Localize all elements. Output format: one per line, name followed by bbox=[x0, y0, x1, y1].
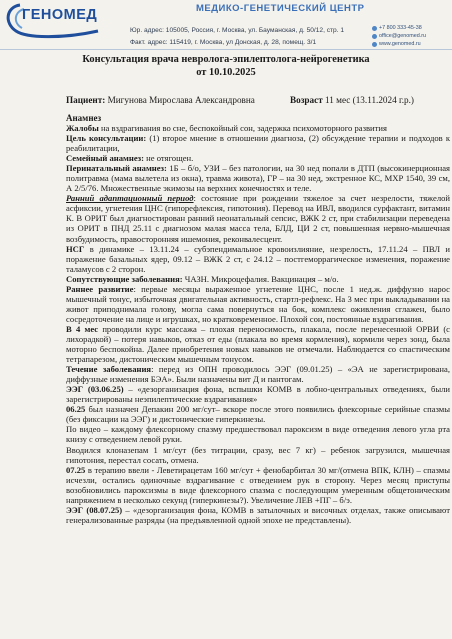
patient-label: Пациент: bbox=[66, 95, 106, 105]
anamnesis-title: Анамнез bbox=[66, 113, 102, 123]
patient-line bbox=[66, 95, 452, 105]
family-label: Семейный анамнез: bbox=[66, 153, 144, 164]
early-text: : состояние при рождении тяжелое за счет незрелости, тяжелой асфиксии, угнетения ЦНС (гипорефлексия, гипотония). Перевод на ИВЛ, вводился сурфактант, витамин К. В ОРИТ был диагностирован ранний неонатальный сепсис, ВЖК 2 ст, при стабилизации переведена из ОРИТ в ПНД 25.11 с диагнозом малая масса тела, БЛД, ЦИ 2 ст, повышенная нервно-мышечная возбудимость, правосторонняя ишемония, реконвалесцент. bbox=[66, 193, 451, 244]
course-label: Течение заболевания bbox=[66, 364, 152, 375]
age-value: 11 мес (13.11.2024 г.р.) bbox=[325, 95, 414, 105]
development-paragraph bbox=[66, 284, 450, 324]
family-text: не отягощен. bbox=[146, 153, 194, 164]
goal-text: (1) второе мнение в отношении диагноза, (2) обсуждение терапии и подходов к реабилитации, bbox=[66, 133, 450, 154]
email-contact bbox=[372, 32, 452, 40]
actual-address: Факт. адрес: 115419, г. Москва, ул Донская, д. 28, помещ. 3/1 bbox=[130, 39, 317, 46]
document-title bbox=[0, 54, 452, 79]
early-paragraph bbox=[66, 193, 450, 243]
clonazepam-paragraph: Вводился клоназепам 1 мг/сут (без титрации, сразу, вес 7 кг) – ребенок загрузился, мышечная гипотония, перестал сосать, отмена. bbox=[66, 444, 450, 465]
video-paragraph: По видео – каждому флексорному спазму предшествовал пароксизм в виде отведения левого угла рта книзу с отведением левой руки. bbox=[66, 424, 450, 445]
site-text: www.genomed.ru bbox=[379, 41, 421, 47]
phone-contact bbox=[372, 24, 452, 32]
eeg-0603-text: – «дезорганизация фона, вспышки КОМВ в лобно-центральных отведениях, были зарегистрированы неэпилептические вздрагивания» bbox=[66, 384, 451, 405]
goal-paragraph bbox=[66, 133, 450, 153]
perinatal-text: 1Б – б/о, УЗИ – без патологии, на 30 нед попали в ДТП (высокинерционная политравма (мама вылетела из окна), травма живота), ГР – на 30 нед, экстренное КС, МХР 1540, 39 см, А 2/5/76. Множественные экимозы на верхних конечностях и теле. bbox=[66, 163, 450, 194]
site-contact bbox=[372, 40, 452, 48]
eeg-0603-paragraph bbox=[66, 384, 450, 404]
nsg-text: в динамике – 13.11.24 – субэпендимальное кровоизлияние, незрелость, 17.11.24 – ПВЛ и поражение базальных ядер, 09.12 – ВЖК 2 ст, с 24.12 – постгеморрагическое изменения, поражение таламусов с 2 сторон. bbox=[66, 243, 451, 274]
eeg-0807-text: – «дезорганизация фона, КОМВ в затылочных и височных отделах, также описывают генерализованные разряды (на предъявленной одной эпохе не представлены). bbox=[66, 504, 450, 525]
title-line-1: Консультация врача невролога-эпилептолога-нейрогенетика bbox=[82, 54, 370, 65]
development-text: : первые месяцы выраженное угнетение ЦНС, после 1 нед.ж. диффузно нарос мышечный тонус, избыточная двигательная активность, стартл-рефлекс. На 3 мес при выкладывании на живот приподнимала голову, могла сама повернуться на бок, комплекс оживления сглажен, было сосредоточение на лице и игрушках, но кратковременное. Плохой сон, постоянные вздрагивания. bbox=[66, 283, 450, 324]
genomed-logo bbox=[2, 1, 114, 41]
center-title: МЕДИКО-ГЕНЕТИЧЕСКИЙ ЦЕНТР bbox=[196, 3, 365, 14]
comorbid-text: ЧАЗН. Микроцефалия. Вакцинация – м/о. bbox=[184, 273, 339, 284]
email-text: office@genomed.ru bbox=[379, 33, 427, 39]
perinatal-label: Перинатальный анамнез: bbox=[66, 163, 167, 174]
june-text: был назначен Депакин 200 мг/сут– вскоре после этого появились флексорные серийные спазмы (без фиксации на ЭЭГ) и дистонические гиперкинезы. bbox=[66, 404, 450, 425]
eeg-0807-label: ЭЭГ (08.07.25) bbox=[66, 504, 123, 515]
eeg-0807-paragraph bbox=[66, 505, 450, 525]
complaints-paragraph bbox=[66, 123, 450, 133]
june-paragraph bbox=[66, 404, 450, 424]
four-months-label: В 4 мес bbox=[66, 323, 99, 334]
early-label: Ранний адаптационный период bbox=[66, 193, 194, 204]
june-label: 06.25 bbox=[66, 404, 86, 415]
phone-text: +7 800 333-45-38 bbox=[379, 25, 422, 31]
goal-label: Цель консультации: bbox=[66, 133, 147, 144]
nsg-paragraph bbox=[66, 244, 450, 274]
perinatal-paragraph bbox=[66, 163, 450, 193]
age-block bbox=[290, 95, 414, 105]
july-label: 07.25 bbox=[66, 464, 86, 475]
letterhead bbox=[0, 0, 452, 50]
eeg-0603-label: ЭЭГ (03.06.25) bbox=[66, 384, 124, 395]
nsg-label: НСГ bbox=[66, 243, 85, 254]
logo-text: ГЕНОМЕД bbox=[22, 7, 98, 23]
july-paragraph bbox=[66, 465, 450, 505]
course-paragraph bbox=[66, 364, 450, 384]
email-icon bbox=[372, 34, 377, 39]
four-months-text: проводили курс массажа – плохая переносимость, плакала, после перенесенной ОРВИ (с лихорадкой) – потеря навыков, отказ от еды (плакала во время кормления), кормили через зонд, была моторно беспокойна. Далее приобретения новых навыков не отмечали. Наблюдается со спастическим тетрапарезом, дистоническим мышечным тонусом. bbox=[66, 323, 450, 365]
course-text: : перед из ОПН проводилось ЭЭГ (09.01.25) – «ЭА не зарегистрирована, диффузные изменения БЭА». Были назначены вит Д и пантогам. bbox=[66, 364, 450, 385]
complaints-text: на вздрагивания во сне, беспокойный сон, задержка психомоторного развития bbox=[100, 123, 387, 133]
patient-name: Мигунова Мирослава Александровна bbox=[107, 95, 255, 105]
globe-icon bbox=[372, 42, 377, 47]
age-label: Возраст bbox=[290, 95, 323, 105]
family-paragraph bbox=[66, 153, 450, 163]
four-months-paragraph bbox=[66, 324, 450, 364]
contacts bbox=[372, 24, 452, 48]
comorbid-paragraph bbox=[66, 274, 450, 284]
header-divider bbox=[0, 49, 452, 50]
development-label: Раннее развитие bbox=[66, 283, 134, 294]
legal-address: Юр. адрес: 105005, Россия, г. Москва, ул. Бауманская, д. 50/12, стр. 1 bbox=[130, 27, 345, 34]
title-line-2: от 10.10.2025 bbox=[196, 66, 256, 78]
comorbid-label: Сопутствующие заболевания: bbox=[66, 273, 183, 284]
july-text: в терапию ввели - Леветирацетам 160 мг/сут + фенобарбитал 30 мг/(отмена ВПК, КЛН) – спазмы исчезли, остались одиночные вздрагивание с отведением рук в сторону. Через месяц приступы возобновились пароксизмы в виде флексорного спазма с последующим умеренным общетоническим напряжением в несколько секунд (гиперкинезы?). Увеличение ЛЕВ +ПГ – б/э. bbox=[66, 464, 450, 505]
complaints-label: Жалобы bbox=[66, 123, 99, 133]
phone-icon bbox=[372, 26, 377, 31]
anamnesis-body bbox=[66, 123, 450, 525]
